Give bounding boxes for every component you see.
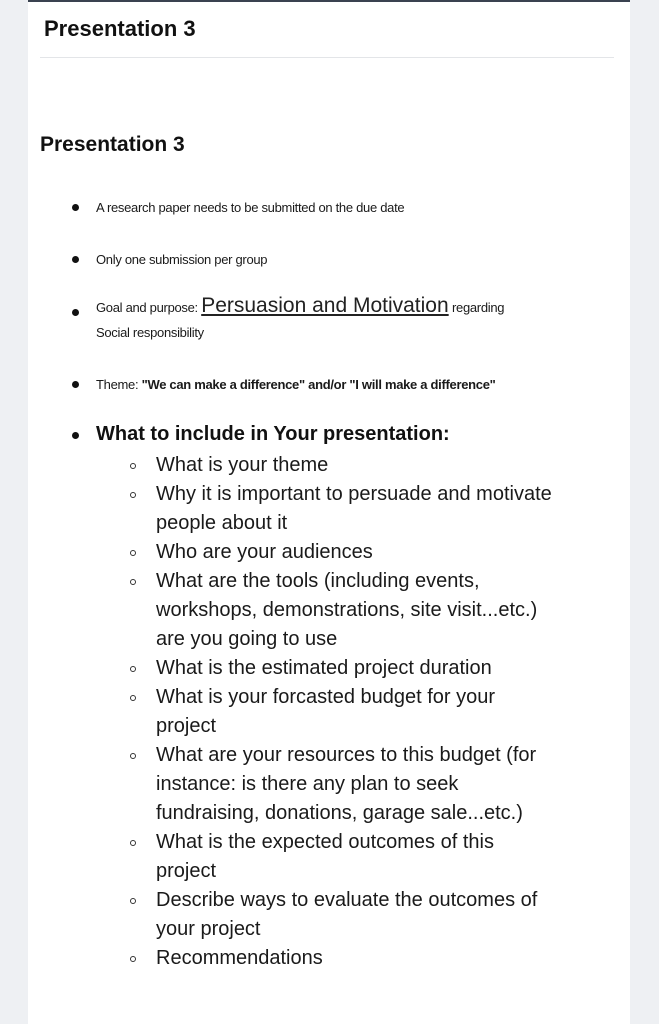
hollow-bullet-icon xyxy=(130,753,136,759)
list-item-text xyxy=(96,294,505,317)
sublist-item-line: Recommendations xyxy=(156,947,323,969)
sublist-item xyxy=(126,654,626,683)
hollow-bullet-icon xyxy=(130,463,136,469)
bullet-dot xyxy=(72,381,79,388)
bullet-dot xyxy=(72,432,79,439)
sublist-item-line: project xyxy=(156,715,217,737)
hollow-bullet-icon xyxy=(130,579,136,585)
sublist-item-line: What is your forcasted budget for your xyxy=(156,686,496,708)
header-divider xyxy=(40,57,614,58)
list-item-text xyxy=(96,376,496,394)
include-sublist xyxy=(126,451,626,973)
sublist-item xyxy=(126,741,626,828)
goal-highlight: Persuasion and Motivation xyxy=(201,294,449,317)
hollow-bullet-icon xyxy=(130,840,136,846)
goal-prefix: Goal and purpose: xyxy=(96,300,198,315)
include-heading: What to include in Your presentation: xyxy=(96,423,450,445)
bullet-dot xyxy=(72,256,79,263)
hollow-bullet-icon xyxy=(130,492,136,498)
document-title: Presentation 3 xyxy=(40,133,185,156)
document-page xyxy=(28,0,630,1024)
sublist-item xyxy=(126,944,626,973)
sublist-item xyxy=(126,683,626,741)
list-item-text: A research paper needs to be submitted on the due date xyxy=(96,200,405,215)
sublist-item xyxy=(126,480,626,538)
sublist-item-line: people about it xyxy=(156,512,288,534)
theme-quote: "We can make a difference" and/or "I will make a difference" xyxy=(141,377,496,392)
sublist-item-line: fundraising, donations, garage sale...etc.) xyxy=(156,802,523,824)
sublist-item-line: What is the estimated project duration xyxy=(156,657,492,679)
sublist-item-line: project xyxy=(156,860,217,882)
sublist-item-line: Why it is important to persuade and motivate xyxy=(156,483,552,505)
hollow-bullet-icon xyxy=(130,666,136,672)
hollow-bullet-icon xyxy=(130,550,136,556)
sublist-item-line: Describe ways to evaluate the outcomes of xyxy=(156,889,538,911)
sublist-item-line: instance: is there any plan to seek xyxy=(156,773,459,795)
sublist-item-line: What is the expected outcomes of this xyxy=(156,831,494,853)
sublist-item xyxy=(126,451,626,480)
sublist-item-line: workshops, demonstrations, site visit...etc.) xyxy=(156,599,538,621)
hollow-bullet-icon xyxy=(130,695,136,701)
sublist-item-line: What are your resources to this budget (for xyxy=(156,744,537,766)
goal-suffix: regarding xyxy=(451,300,505,315)
sublist-item-line: What is your theme xyxy=(156,454,329,476)
hollow-bullet-icon xyxy=(130,898,136,904)
hollow-bullet-icon xyxy=(130,956,136,962)
list-item-text: Only one submission per group xyxy=(96,252,268,267)
sublist-item xyxy=(126,828,626,886)
sublist-item-line: What are the tools (including events, xyxy=(156,570,480,592)
bullet-dot xyxy=(72,309,79,316)
sublist-item-line: your project xyxy=(156,918,261,940)
sublist-item-line: are you going to use xyxy=(156,628,338,650)
goal-line2: Social responsibility xyxy=(96,325,204,340)
theme-prefix: Theme: xyxy=(96,377,139,392)
page-title: Presentation 3 xyxy=(44,16,196,41)
sublist-item xyxy=(126,567,626,654)
sublist-item xyxy=(126,538,626,567)
sublist-item-line: Who are your audiences xyxy=(156,541,373,563)
sublist-item xyxy=(126,886,626,944)
bullet-dot xyxy=(72,204,79,211)
